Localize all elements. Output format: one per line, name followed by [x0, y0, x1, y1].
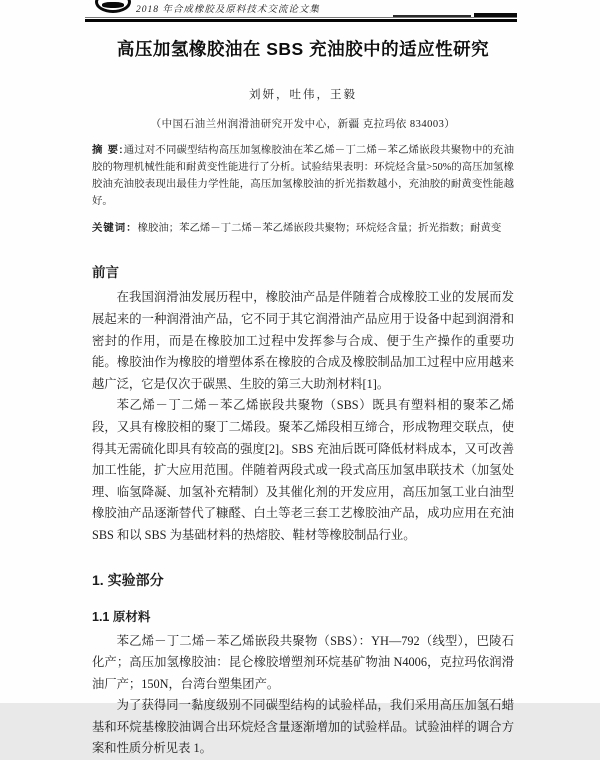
paper-authors: 刘妍，吐伟，王毅: [249, 89, 357, 101]
keywords-text: 橡胶油；苯乙烯－丁二烯－苯乙烯嵌段共聚物；环烷烃含量；折光指数；耐黄变: [137, 223, 502, 235]
conference-logo-mark: [102, 2, 124, 8]
intro-paragraph-2: 苯乙烯－丁二烯－苯乙烯嵌段共聚物（SBS）既具有塑料相的聚苯乙烯段，又具有橡胶相的聚丁二烯段。聚苯乙烯段相互缔合，形成物理交联点，使得其无需硫化即具有较高的强度[2]。SBS 充油后既可降低材料成本，又可改善加工性能，扩大应用范围。伴随着两段式或一段式高压加氢串联技术（加氢处理、临氢降凝、加氢补充精制）及其催化剂的开发应用，高压加氢工业白油型橡胶油产品逐渐替代了糠醛、白土等老三套工艺橡胶油产品，成功应用在充油 SBS 和以 SBS 为基础材料的热熔胶、鞋材等橡胶制品行业。: [92, 398, 514, 542]
header-rule-thick: [85, 19, 517, 22]
keywords-label: 关键词：: [92, 223, 138, 235]
paper-title: 高压加氢橡胶油在 SBS 充油胶中的适应性研究: [116, 39, 490, 59]
scan-artifact-line: [393, 15, 471, 17]
paper-affiliation: （中国石油兰州润滑油研究开发中心，新疆 克拉玛依 834003）: [150, 119, 456, 130]
abstract-paragraph: [92, 142, 514, 210]
intro-section-heading: 前言: [92, 265, 119, 281]
header-rule-thin: [85, 17, 517, 18]
proceedings-header-title: 2018 年合成橡胶及原料技术交流论文集: [136, 5, 320, 15]
subsection-1-1-heading: 1.1 原材料: [92, 609, 151, 624]
scan-artifact-bar: [474, 13, 517, 17]
keywords-paragraph: [92, 220, 514, 237]
abstract-text: 通过对不同碳型结构高压加氢橡胶油在苯乙烯－丁二烯－苯乙烯嵌段共聚物中的充油胶的物理机械性能和耐黄变性能进行了分析。试验结果表明：环烷烃含量>50%的高压加氢橡胶油充油胶表现出最佳力学性能，高压加氢橡胶油的折光指数越小，充油胶的耐黄变性能越好。: [92, 145, 514, 207]
paper-content: [92, 30, 514, 760]
materials-paragraph-2: 为了获得同一黏度级别不同碳型结构的试验样品，我们采用高压加氢石蜡基和环烷基橡胶油调合出环烷烃含量逐渐增加的试验样品。试验油样的调合方案和性质分析见表 1。: [92, 698, 514, 756]
section-1-heading: 1. 实验部分: [92, 571, 164, 588]
abstract-label: 摘 要:: [92, 145, 124, 156]
intro-paragraph-1: 在我国润滑油发展历程中，橡胶油产品是伴随着合成橡胶工业的发展而发展起来的一种润滑油产品，它不同于其它润滑油产品应用于设备中起到润滑和密封的作用，而是在橡胶加工过程中发挥参与合成、便于生产操作的重要功能。橡胶油作为橡胶的增塑体系在橡胶的合成及橡胶制品加工过程中应用越来越广泛，它是仅次于碳黑、生胶的第三大助剂材料[1]。: [92, 290, 514, 391]
conference-logo-icon: [95, 0, 131, 13]
materials-paragraph-1: 苯乙烯－丁二烯－苯乙烯嵌段共聚物（SBS）：YH—792（线型），巴陵石化产；高压加氢橡胶油：昆仑橡胶增塑剂环烷基矿物油 N4006，克拉玛依润滑油厂产；150N，台湾台塑集团产。: [92, 633, 514, 691]
